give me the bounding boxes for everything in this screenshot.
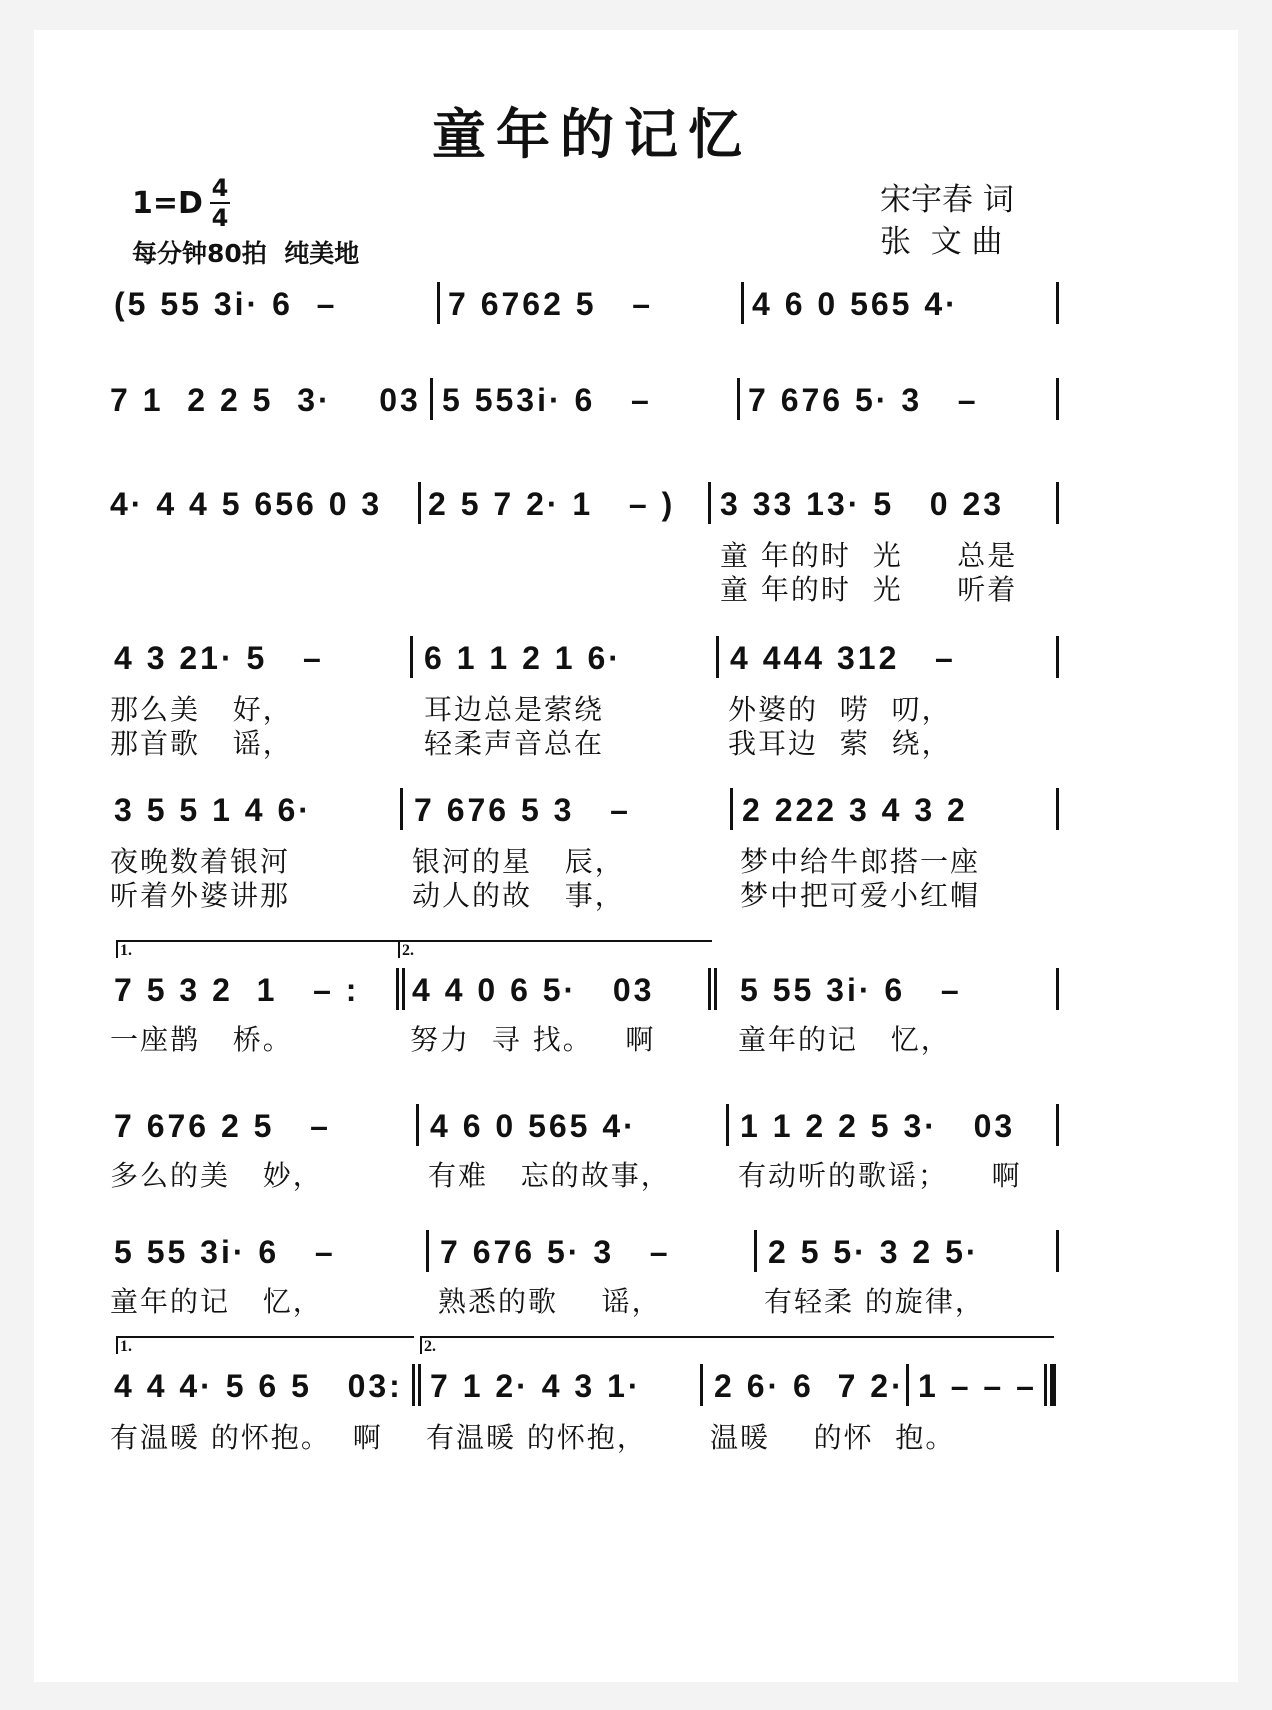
- time-signature: [210, 176, 230, 230]
- lyric-line: 童 年的时 光 总是: [720, 539, 1018, 572]
- measure-notes: 3 5 5 1 4 6·: [114, 792, 312, 828]
- lyric-line: 有动听的歌谣； 啊: [738, 1159, 1022, 1192]
- barline: [737, 378, 740, 420]
- measure-notes: 1 1 2 2 5 3· 03: [740, 1108, 1016, 1144]
- barline: [418, 482, 421, 524]
- lyric-line: 童 年的时 光 听着: [720, 573, 1018, 606]
- measure-notes: 7 676 5· 3 –: [440, 1234, 671, 1270]
- lyric-line: 多么的美 妙，: [110, 1159, 323, 1192]
- lyric-line: 梦中把可爱小红帽: [740, 879, 981, 912]
- barline: [716, 636, 719, 678]
- lyric-line: 银河的星 辰，: [412, 845, 625, 878]
- tempo-marking: 每分钟80拍 纯美地: [132, 239, 360, 268]
- barline: [1056, 968, 1059, 1010]
- barline: [1056, 482, 1059, 524]
- barline: [1056, 378, 1059, 420]
- measure-notes: 7 676 2 5 –: [114, 1108, 331, 1144]
- measure-notes: 7 6762 5 –: [448, 286, 654, 322]
- barline: [437, 282, 440, 324]
- time-signature-top: 4: [211, 174, 229, 202]
- measure-notes: 7 1 2· 4 3 1·: [430, 1368, 642, 1404]
- measure-notes: 3 33 13· 5 0 23: [720, 486, 1005, 522]
- barline: [426, 1230, 429, 1272]
- key-signature: 1=D: [132, 186, 203, 221]
- lyric-line: 耳边总是萦绕: [424, 693, 605, 726]
- lyric-line: 我耳边 萦 绕，: [728, 727, 952, 760]
- volta-number-2: 2.: [402, 942, 414, 959]
- barline: [1056, 788, 1059, 830]
- lyric-line: 熟悉的歌 谣，: [438, 1285, 662, 1318]
- volta-bracket-1-tick: [116, 940, 118, 958]
- lyric-line: 有温暖 的怀抱，: [426, 1421, 647, 1454]
- measure-notes: 6 1 1 2 1 6·: [424, 640, 622, 676]
- volta-number-1: 1.: [120, 1338, 132, 1355]
- lyric-line: 有难 忘的故事，: [428, 1159, 671, 1192]
- final-barline-thick: [1050, 1364, 1056, 1406]
- barline: [410, 636, 413, 678]
- barline: [416, 1104, 419, 1146]
- measure-notes: 7 1 2 2 5 3· 03: [110, 382, 421, 418]
- lyric-line: 夜晚数着银河: [110, 845, 291, 878]
- barline: [730, 788, 733, 830]
- lyric-line: 童年的记 忆，: [738, 1023, 951, 1056]
- measure-notes: 2 5 7 2· 1 – ): [428, 486, 676, 522]
- barline: [708, 968, 711, 1010]
- measure-notes: 4· 4 4 5 656 0 3: [110, 486, 383, 522]
- volta-number-2: 2.: [424, 1338, 436, 1355]
- measure-notes: 4 3 21· 5 –: [114, 640, 324, 676]
- measure-notes: 2 5 5· 3 2 5·: [768, 1234, 980, 1270]
- barline: [741, 282, 744, 324]
- volta-bracket-2: [420, 1336, 1054, 1338]
- measure-notes: 4 6 0 565 4·: [752, 286, 959, 322]
- measure-notes: 4 6 0 565 4·: [430, 1108, 637, 1144]
- measure-notes: 2 222 3 4 3 2: [742, 792, 968, 828]
- barline: [1056, 282, 1059, 324]
- lyric-line: 童年的记 忆，: [110, 1285, 323, 1318]
- volta-bracket-1-tick: [116, 1336, 118, 1354]
- barline: [1056, 1104, 1059, 1146]
- barline: [906, 1364, 909, 1406]
- barline: [400, 788, 403, 830]
- song-title: 童年的记忆: [432, 102, 752, 166]
- composer-credit: 张 文 曲: [880, 224, 1003, 260]
- lyricist-credit: 宋宇春 词: [880, 182, 1014, 218]
- volta-bracket-1: [116, 1336, 414, 1338]
- measure-notes: 1 – – –: [918, 1368, 1037, 1404]
- lyric-line: 有轻柔 的旋律，: [764, 1285, 985, 1318]
- volta-bracket-2-tick: [398, 940, 400, 958]
- measure-notes: 2 6· 6 7 2·: [714, 1368, 905, 1404]
- barline: [726, 1104, 729, 1146]
- barline: [412, 1364, 415, 1406]
- volta-bracket-2-tick: [420, 1336, 422, 1354]
- lyric-line: 有温暖 的怀抱。 啊: [110, 1421, 383, 1454]
- barline: [754, 1230, 757, 1272]
- barline: [708, 482, 711, 524]
- measure-notes: 5 553i· 6 –: [442, 382, 652, 418]
- measure-notes: 4 4 0 6 5· 03: [412, 972, 655, 1008]
- measure-notes: (5 55 3i· 6 –: [114, 286, 338, 322]
- lyric-line: 听着外婆讲那: [110, 879, 291, 912]
- lyric-line: 那首歌 谣，: [110, 727, 293, 760]
- measure-notes: 4 444 312 –: [730, 640, 956, 676]
- measure-notes: 7 676 5· 3 –: [748, 382, 979, 418]
- lyric-line: 温暖 的怀 抱。: [710, 1421, 956, 1454]
- barline: [418, 1364, 421, 1406]
- lyric-line: 那么美 好，: [110, 693, 293, 726]
- lyric-line: 动人的故 事，: [412, 879, 625, 912]
- measure-notes: 5 55 3i· 6 –: [114, 1234, 336, 1270]
- barline: [430, 378, 433, 420]
- lyric-line: 轻柔声音总在: [424, 727, 605, 760]
- lyric-line: 外婆的 唠 叨，: [728, 693, 952, 726]
- volta-number-1: 1.: [120, 942, 132, 959]
- volta-bracket-2: [398, 940, 712, 942]
- measure-notes: 4 4 4· 5 6 5 03:: [114, 1368, 403, 1404]
- barline: [1056, 1230, 1059, 1272]
- time-signature-bottom: 4: [211, 204, 229, 232]
- measure-notes: 7 676 5 3 –: [414, 792, 631, 828]
- barline: [1056, 636, 1059, 678]
- measure-notes: 7 5 3 2 1 – :: [114, 972, 360, 1008]
- lyric-line: 一座鹊 桥。: [110, 1023, 293, 1056]
- measure-notes: 5 55 3i· 6 –: [740, 972, 962, 1008]
- volta-bracket-1: [116, 940, 398, 942]
- final-barline: [1044, 1364, 1047, 1406]
- lyric-line: 梦中给牛郎搭一座: [740, 845, 981, 878]
- barline: [700, 1364, 703, 1406]
- barline: [402, 968, 405, 1010]
- lyric-line: 努力 寻 找。 啊: [410, 1023, 656, 1056]
- barline: [396, 968, 399, 1010]
- barline: [714, 968, 717, 1010]
